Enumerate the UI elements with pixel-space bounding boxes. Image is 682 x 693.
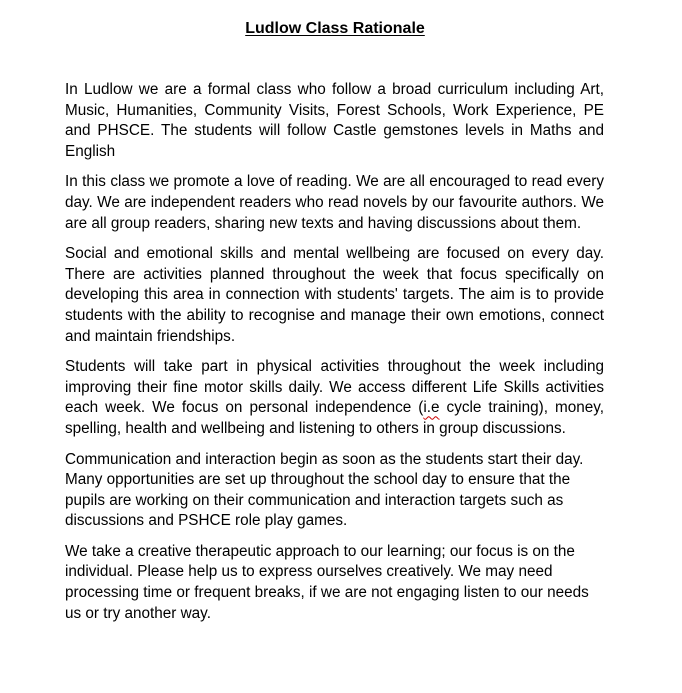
paragraph-reading: In this class we promote a love of reading. We are all encouraged to read every day. We are independent readers who read novels by our favourite authors. We are all group readers, sharing new texts and having discussions about them. [65,173,604,232]
paragraph-physical-activities [65,357,604,439]
paragraph-physical-text-end: cycle training), money, spelling, health and wellbeing and listening to others in group discussions. [65,399,604,437]
paragraph-communication: Communication and interaction begin as soon as the students start their day. Many opportunities are set up throughout the school day to ensure that the pupils are working on their communication and interaction targets such as discussions and PSHCE role play games. [65,450,584,530]
paragraph-curriculum: In Ludlow we are a formal class who follow a broad curriculum including Art, Music, Humanities, Community Visits, Forest Schools, Work Experience, PE and PHSCE. The students will follow Castle gemstones levels in Maths and English [65,81,604,160]
paragraph-physical-text-start: Students will take part in physical activities throughout the week including improving their fine motor skills daily. We access different Life Skills activities each week. We focus on personal independence ( [65,358,604,417]
document-body [65,80,604,634]
spelling-flagged-word: i.e [423,399,440,417]
paragraph-approach: We take a creative therapeutic approach to our learning; our focus is on the individual. Please help us to express ourselves creatively. We may need processing time or frequent breaks, if we are not engaging listen to our needs us or try another way. [65,542,589,622]
document-title: Ludlow Class Rationale [245,20,425,37]
paragraph-wellbeing: Social and emotional skills and mental wellbeing are focused on every day. There are activities planned throughout the week that focus specifically on developing this area in connection with students' targets. The aim is to provide students with the ability to recognise and manage their own emotions, connect and maintain friendships. [65,245,604,345]
